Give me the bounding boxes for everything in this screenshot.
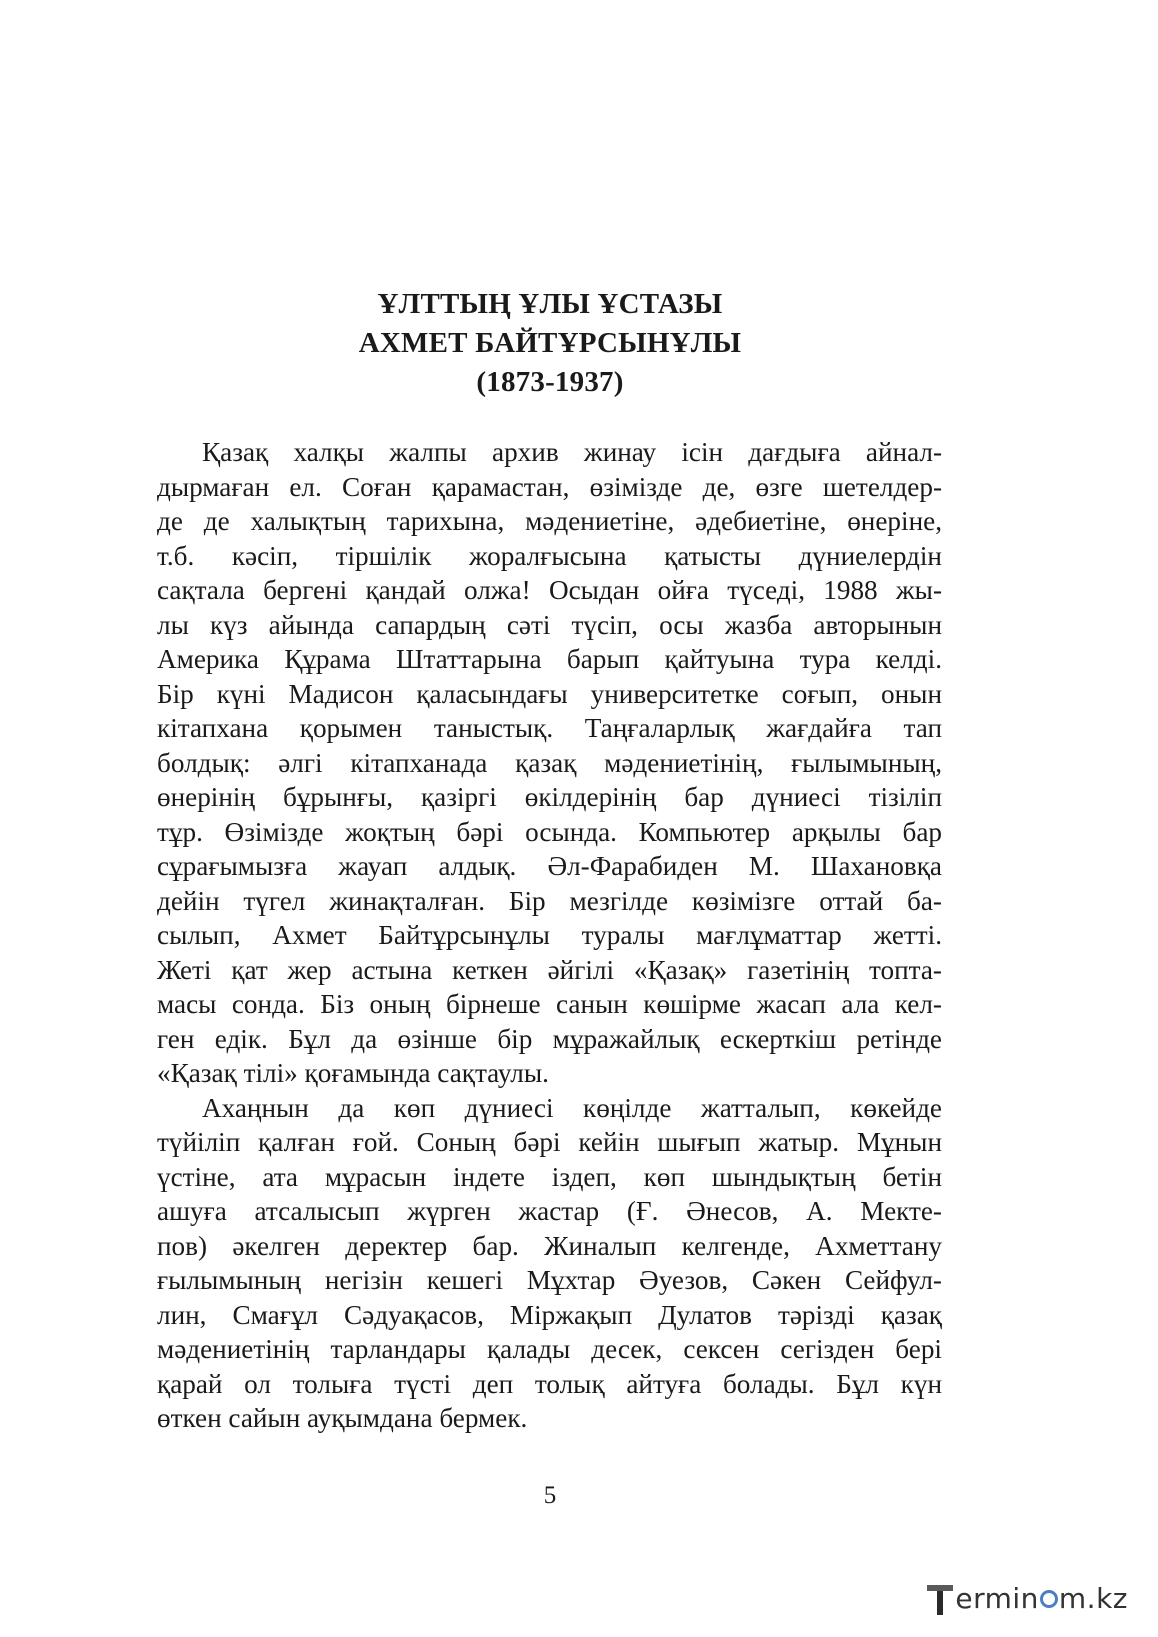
text-line: лы күз айында сапардың сәті түсіп, осы жазба авторынын [157, 609, 942, 640]
text-line: Ахаңнын да көп дүниесі көңілде жатталып, көкейде [202, 1092, 942, 1123]
text-line: өткен сайын ауқымдана бермек. [157, 1403, 528, 1433]
text-line: пов) әкелген деректер бар. Жиналып келгенде, Ахметтану [157, 1230, 942, 1261]
title-dates: (1873-1937) [476, 366, 624, 398]
paragraph [157, 1091, 942, 1436]
watermark-text-part2: m.kz [1058, 1582, 1128, 1615]
text-line: түйіліп қалған ғой. Соның бәрі кейін шығып жатыр. Мұнын [157, 1127, 942, 1157]
text-line: ген едік. Бұл да өзінше бір мұражайлық ескерткіш ретінде [157, 1023, 942, 1054]
chapter-title [0, 285, 1100, 402]
text-line: Жеті қат жер астына кеткен әйгілі «Қазақ» газетінің топта- [157, 954, 942, 985]
text-line: мәдениетінің тарландары қалады десек, сексен сегізден бері [157, 1334, 942, 1364]
text-line: ғылымының негізін кешегі Мұхтар Әуезов, Сәкен Сейфул- [157, 1265, 942, 1295]
circle-o-icon [1040, 1590, 1058, 1608]
text-line: дырмаған ел. Соған қарамастан, өзімізде де, өзге шетелдер- [157, 471, 942, 502]
title-line-2: АХМЕТ БАЙТҰРСЫНҰЛЫ [358, 327, 742, 359]
text-line: Америка Құрама Штаттарына барып қайтуына тура келді. [157, 644, 942, 674]
text-line: сылып, Ахмет Байтұрсынұлы туралы мағлұматтар жетті. [157, 920, 942, 950]
text-line: т.б. кәсіп, тіршілік жоралғысына қатысты дүниелердін [157, 540, 942, 571]
text-line: ашуға атсалысып жүрген жастар (Ғ. Әнесов, А. Мекте- [157, 1196, 942, 1226]
text-line: масы сонда. Біз оның бірнеше санын көшірме жасап ала кел- [157, 989, 942, 1019]
watermark-text-part1: ermin [955, 1582, 1039, 1615]
t-logo-icon [927, 1583, 953, 1615]
paragraph [157, 435, 942, 1091]
text-line: қарай ол толыға түсті деп толық айтуға болады. Бұл күн [157, 1368, 942, 1399]
text-line: де де халықтың тарихына, мәдениетіне, әдебиетіне, өнеріне, [157, 506, 942, 536]
text-line: тұр. Өзімізде жоқтың бәрі осында. Компьютер арқылы бар [157, 816, 942, 847]
page-number: 5 [543, 1482, 557, 1509]
body-text [157, 435, 942, 1436]
title-line-1: ҰЛТТЫҢ ҰЛЫ ҰСТАЗЫ [377, 288, 723, 320]
text-line: кітапхана қорымен таныстық. Таңғаларлық жағдайға тап [157, 713, 942, 743]
text-line: Бір күні Мадисон қаласындағы университетке соғып, онын [157, 678, 942, 709]
text-line: дейін түгел жинақталған. Бір мезгілде көзімізге оттай ба- [157, 885, 942, 916]
text-line: лин, Смағұл Сәдуақасов, Міржақып Дулатов тәрізді қазақ [157, 1299, 942, 1330]
text-line: болдық: әлгі кітапханада қазақ мәдениетінің, ғылымының, [157, 747, 942, 778]
text-line: үстіне, ата мұрасын індете іздеп, көп шындықтың бетін [157, 1161, 942, 1192]
text-line: «Қазақ тілі» қоғамында сақтаулы. [157, 1058, 549, 1088]
termincom-watermark [927, 1582, 1128, 1615]
text-line: сұрағымызға жауап алдық. Әл-Фарабиден М. Шахановқа [157, 851, 942, 881]
text-line: сақтала бергені қандай олжа! Осыдан ойға түседі, 1988 жы- [157, 575, 942, 605]
text-line: Қазақ халқы жалпы архив жинау ісін дағдыға айнал- [202, 437, 942, 467]
text-line: өнерінің бұрынғы, қазіргі өкілдерінің бар дүниесі тізіліп [157, 782, 942, 812]
